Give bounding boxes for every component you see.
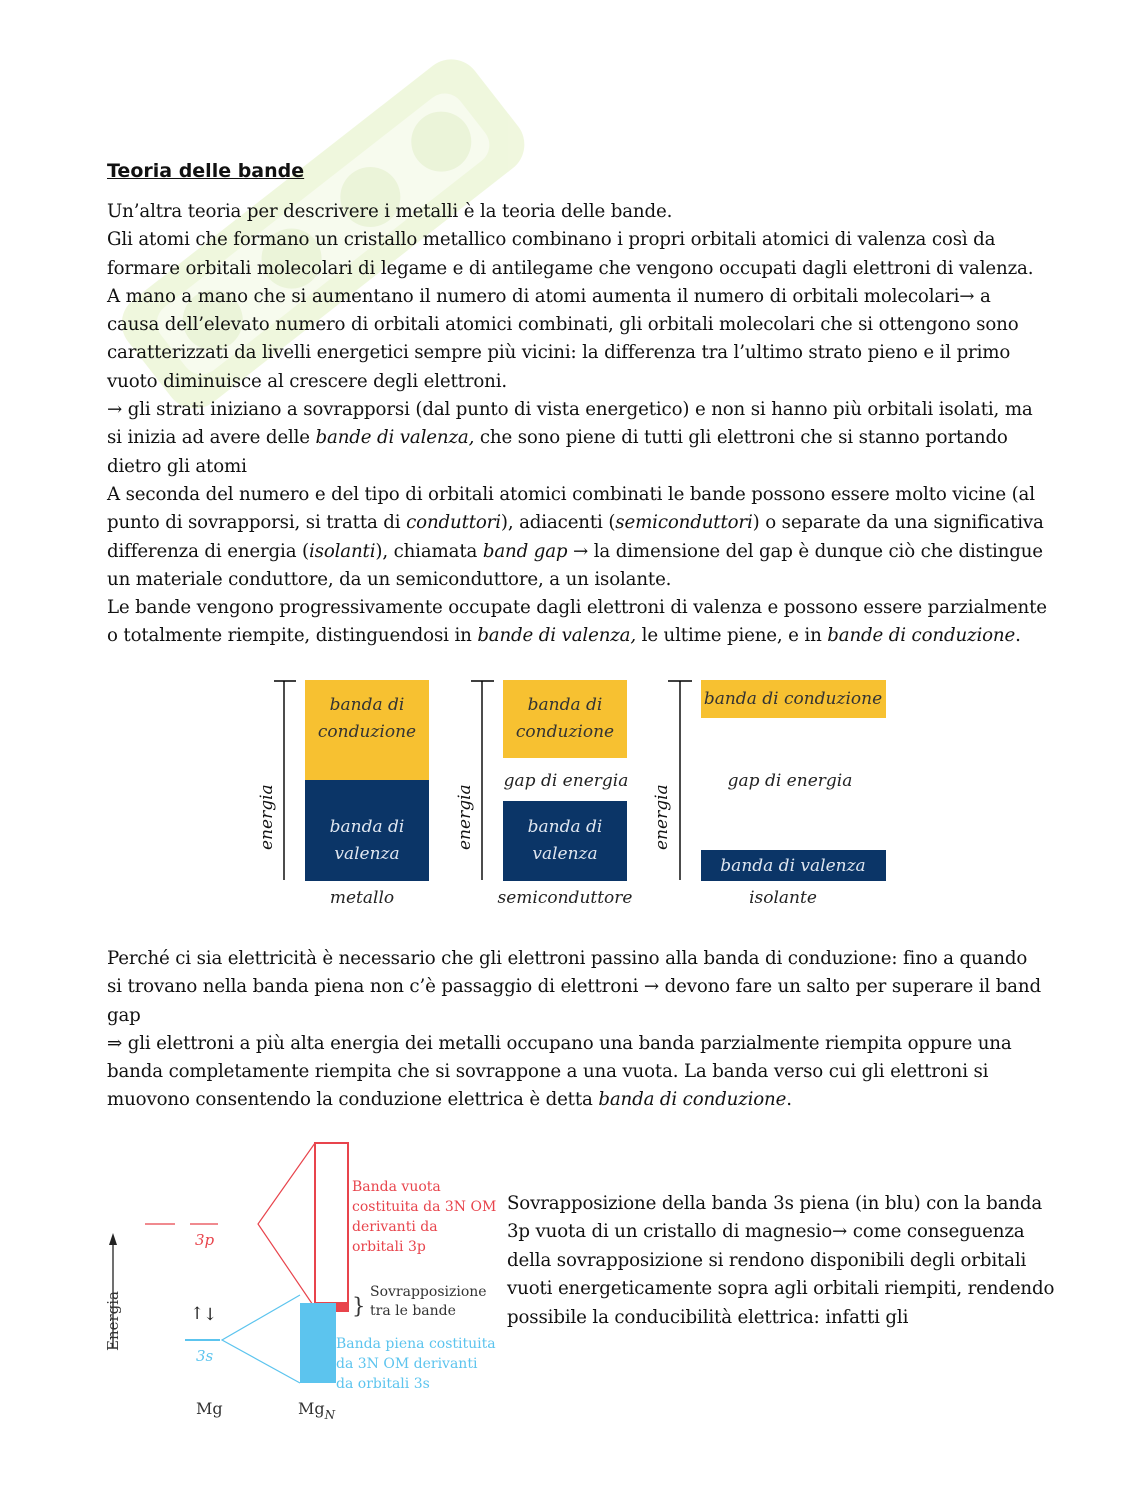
section-heading: Teoria delle bande (107, 160, 305, 182)
spin-down-arrow-icon: ↓ (203, 1305, 218, 1325)
text-run: le ultime piene, e in (636, 625, 828, 647)
label-line: tra le bande (370, 1303, 456, 1319)
band-label-line: banda di (527, 817, 603, 837)
emphasis-text: isolanti (308, 540, 376, 562)
spin-up-arrow-icon: ↑ (190, 1304, 205, 1324)
empty-3p-band (315, 1143, 348, 1311)
text-run: ), chiamata (375, 540, 483, 562)
metal-energy-label: energia (257, 784, 277, 850)
text-run: → la dimensione del gap è dunque ciò che distingue un materiale conduttore, da un semiconduttore, a un isolante. (107, 540, 1043, 590)
emphasis-text: banda di conduzione (598, 1089, 787, 1111)
semiconductor-energy-label: energia (455, 784, 475, 850)
insulator-caption: isolante (749, 888, 817, 908)
insulator-gap-label: gap di energia (727, 771, 853, 791)
text-run: ) o separate da una significativa differenza di energia ( (107, 512, 1044, 562)
band-label-line: valenza (334, 844, 400, 864)
emphasis-text: bande di valenza, (477, 625, 637, 647)
conduction-paragraph (107, 945, 1047, 1115)
text-run: → gli strati iniziano a sovrapporsi (dal punto di vista energetico) e non si hanno più orbitali isolati, ma si inizia ad avere delle (107, 399, 1033, 449)
emphasis-text: conduttori (406, 512, 501, 534)
text-run: Le bande vengono progressivamente occupate dagli elettroni di valenza e possono essere parzialmente o totalmente riempite, distinguendosi in (107, 597, 1047, 647)
label-line: costituita da 3N OM (352, 1199, 497, 1215)
overlap-label (370, 1284, 487, 1319)
semiconductor-valence-band (503, 801, 627, 881)
emphasis-text: semiconduttori (615, 512, 753, 534)
band-diagram (240, 665, 920, 925)
metal-diagram (257, 680, 429, 908)
full-band-label (336, 1336, 496, 1392)
text-run: Perché ci sia elettricità è necessario che gli elettroni passino alla banda di conduzione: fino a quando si trovano nella banda piena non c’è passaggio di elettroni → devono fare un salto per superare il band gap (107, 948, 1041, 1026)
text-run: Un’altra teoria per descrivere i metalli è la teoria delle bande. (107, 201, 673, 222)
text-run: A mano a mano che si aumentano il numero di atomi aumenta il numero di orbitali molecolari→ a causa dell’elevato numero di orbitali atomici combinati, gli orbitali molecolari che si ottengono sono caratterizzati da livelli energetici sempre più vicini: la differenza tra l’ultimo strato pieno e il primo vuoto diminuisce al crescere degli elettroni. (107, 285, 1019, 392)
insulator-conduction-label: banda di conduzione (703, 689, 883, 709)
semiconductor-conduction-band (503, 680, 627, 758)
semiconductor-gap-label: gap di energia (503, 771, 629, 791)
text-run: . (786, 1089, 792, 1111)
text-run: ⇒ gli elettroni a più alta energia dei metalli occupano una banda parzialmente riempita oppure una banda completamente riempita che si sovrappone a una vuota. La banda verso cui gli elettroni si muovono consentendo la conduzione elettrica è detta (107, 1032, 1012, 1111)
label-line: derivanti da (352, 1219, 438, 1235)
insulator-energy-label: energia (652, 784, 672, 850)
empty-band-label (352, 1179, 496, 1255)
mg-atom-label: Mg (196, 1399, 223, 1418)
semiconductor-caption: semiconduttore (497, 888, 633, 908)
band-label-line: banda di (329, 695, 405, 715)
3p-fan-lines (258, 1143, 315, 1308)
text-run: Gli atomi che formano un cristallo metallico combinano i propri orbitali atomici di valenza così da formare orbitali molecolari di legame e di antilegame che vengono occupati dagli elettroni di valenza. (107, 229, 1034, 279)
label-line: Banda piena costituita (336, 1336, 496, 1352)
metal-caption: metallo (329, 888, 395, 908)
emphasis-text: band gap (482, 540, 568, 562)
band-label-line: banda di (329, 817, 405, 837)
overlap-paragraph: Sovrapposizione della banda 3s piena (in blu) con la banda 3p vuota di un cristallo di magnesio→ come conseguenza della sovrapposizione si rendono disponibili degli orbitali vuoti energeticamente sopra agli orbitali riempiti, rendendo possibile la conducibilità elettrica: infatti gli (507, 1193, 1055, 1328)
3s-fan-lines (222, 1295, 300, 1383)
magnesium-band-diagram (100, 1133, 510, 1433)
text-run: che sono piene di tutti gli elettroni che si stanno portando dietro gli atomi (107, 427, 1008, 477)
label-line: orbitali 3p (352, 1239, 426, 1255)
mg-crystal-label: $Mg_N$ (298, 1399, 336, 1422)
label-line: Sovrapposizione (370, 1284, 487, 1300)
energy-axis-label: Energia (104, 1291, 122, 1351)
semiconductor-diagram (455, 680, 632, 908)
text-run: ), adiacenti ( (500, 512, 616, 534)
level-3p-label: 3p (195, 1231, 215, 1249)
emphasis-text: bande di conduzione (827, 625, 1016, 647)
insulator-valence-label: banda di valenza (720, 856, 866, 876)
band-label-line: conduzione (515, 722, 615, 742)
label-line: da orbitali 3s (336, 1376, 430, 1392)
full-3s-band (300, 1303, 336, 1383)
label-line: Banda vuota (352, 1179, 441, 1195)
intro-paragraph (107, 198, 1047, 651)
emphasis-text: bande di valenza, (315, 427, 475, 449)
brace-icon: } (352, 1294, 366, 1318)
insulator-diagram (652, 680, 886, 908)
text-run: . (1015, 625, 1021, 647)
band-label-line: conduzione (317, 722, 417, 742)
band-label-line: valenza (532, 844, 598, 864)
level-3s-label: 3s (196, 1347, 214, 1365)
band-label-line: banda di (527, 695, 603, 715)
text-run: A seconda del numero e del tipo di orbitali atomici combinati le bande possono essere molto vicine (al punto di sovrapporsi, si tratta di (107, 483, 1035, 534)
label-line: da 3N OM derivanti (336, 1356, 478, 1372)
